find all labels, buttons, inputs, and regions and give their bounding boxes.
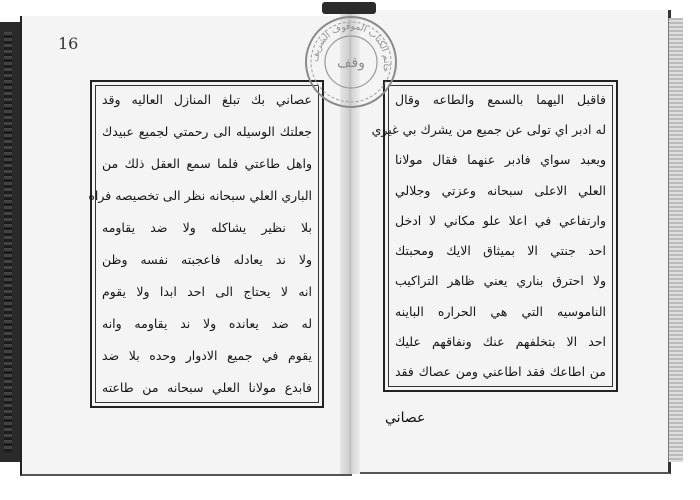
text-line: فابدع مولانا العلي سبحانه من طاعته bbox=[102, 380, 312, 395]
text-line: له ضد يعانده ولا ند يقاومه وانه bbox=[102, 316, 312, 331]
text-line: له ادبر اي تولى عن جميع من يشرك بي غيري bbox=[371, 122, 606, 138]
page-stack-edge bbox=[4, 32, 12, 452]
text-line: انه لا يحتاج الى احد ابدا ولا يقوم bbox=[102, 284, 312, 299]
seal-center-text: وقف bbox=[337, 55, 365, 71]
binding-clasp bbox=[322, 2, 376, 14]
text-line: احد الا بتخلفهم عنك ونفاقهم عليك bbox=[395, 333, 606, 349]
binding-left-edge bbox=[0, 22, 20, 462]
text-line: الناموسيه التي هي الحراره الباينه bbox=[395, 303, 606, 319]
text-line: من اطاعك فقد اطاعني ومن عصاك فقد bbox=[395, 363, 606, 379]
text-line: يقوم في جميع الادوار وحده بلا ضد bbox=[102, 348, 312, 363]
text-line: بلا نظير يشاكله ولا ضد يقاومه bbox=[102, 220, 312, 235]
text-line: الباري العلي سبحانه نظر الى تخصيصه فراه bbox=[88, 188, 312, 203]
library-seal-stamp bbox=[303, 14, 399, 110]
text-line: جعلتك الوسيله الى رحمتي لجميع عبيدك bbox=[102, 124, 312, 139]
right-text-frame bbox=[371, 80, 618, 392]
text-line: فاقبل اليهما بالسمع والطاعه وقال bbox=[395, 92, 606, 107]
folio-number: 16 bbox=[58, 34, 79, 53]
text-line: واهل طاعتي فلما سمع العقل ذلك من bbox=[102, 156, 312, 171]
text-line: احد جنتي الا بميثاق الايك ومحبتك bbox=[395, 243, 606, 259]
text-line: عصاني بك تبلغ المنازل العاليه وقد bbox=[102, 92, 312, 107]
text-line: العلي الاعلى سبحانه وعزتي وجلالي bbox=[395, 182, 606, 198]
text-line: ولا ند يعادله فاعجبته نفسه وظن bbox=[102, 252, 312, 267]
page-stack-right bbox=[668, 18, 683, 462]
catchword: عصاني bbox=[385, 410, 426, 426]
right-text-block bbox=[371, 88, 606, 384]
text-line: وارتفاعي في اعلا علو مكاني لا ادخل bbox=[395, 212, 606, 228]
seal-ring-text: خاتم الكتاب الموقوف الشريف bbox=[310, 21, 392, 74]
text-line: ولا احترق بناري يعني ظاهر التراكيب bbox=[395, 273, 606, 289]
left-text-frame bbox=[90, 80, 324, 408]
left-text-block bbox=[88, 88, 312, 400]
text-line: ويعبد سواي فادبر عنهما فقال مولانا bbox=[395, 152, 606, 168]
